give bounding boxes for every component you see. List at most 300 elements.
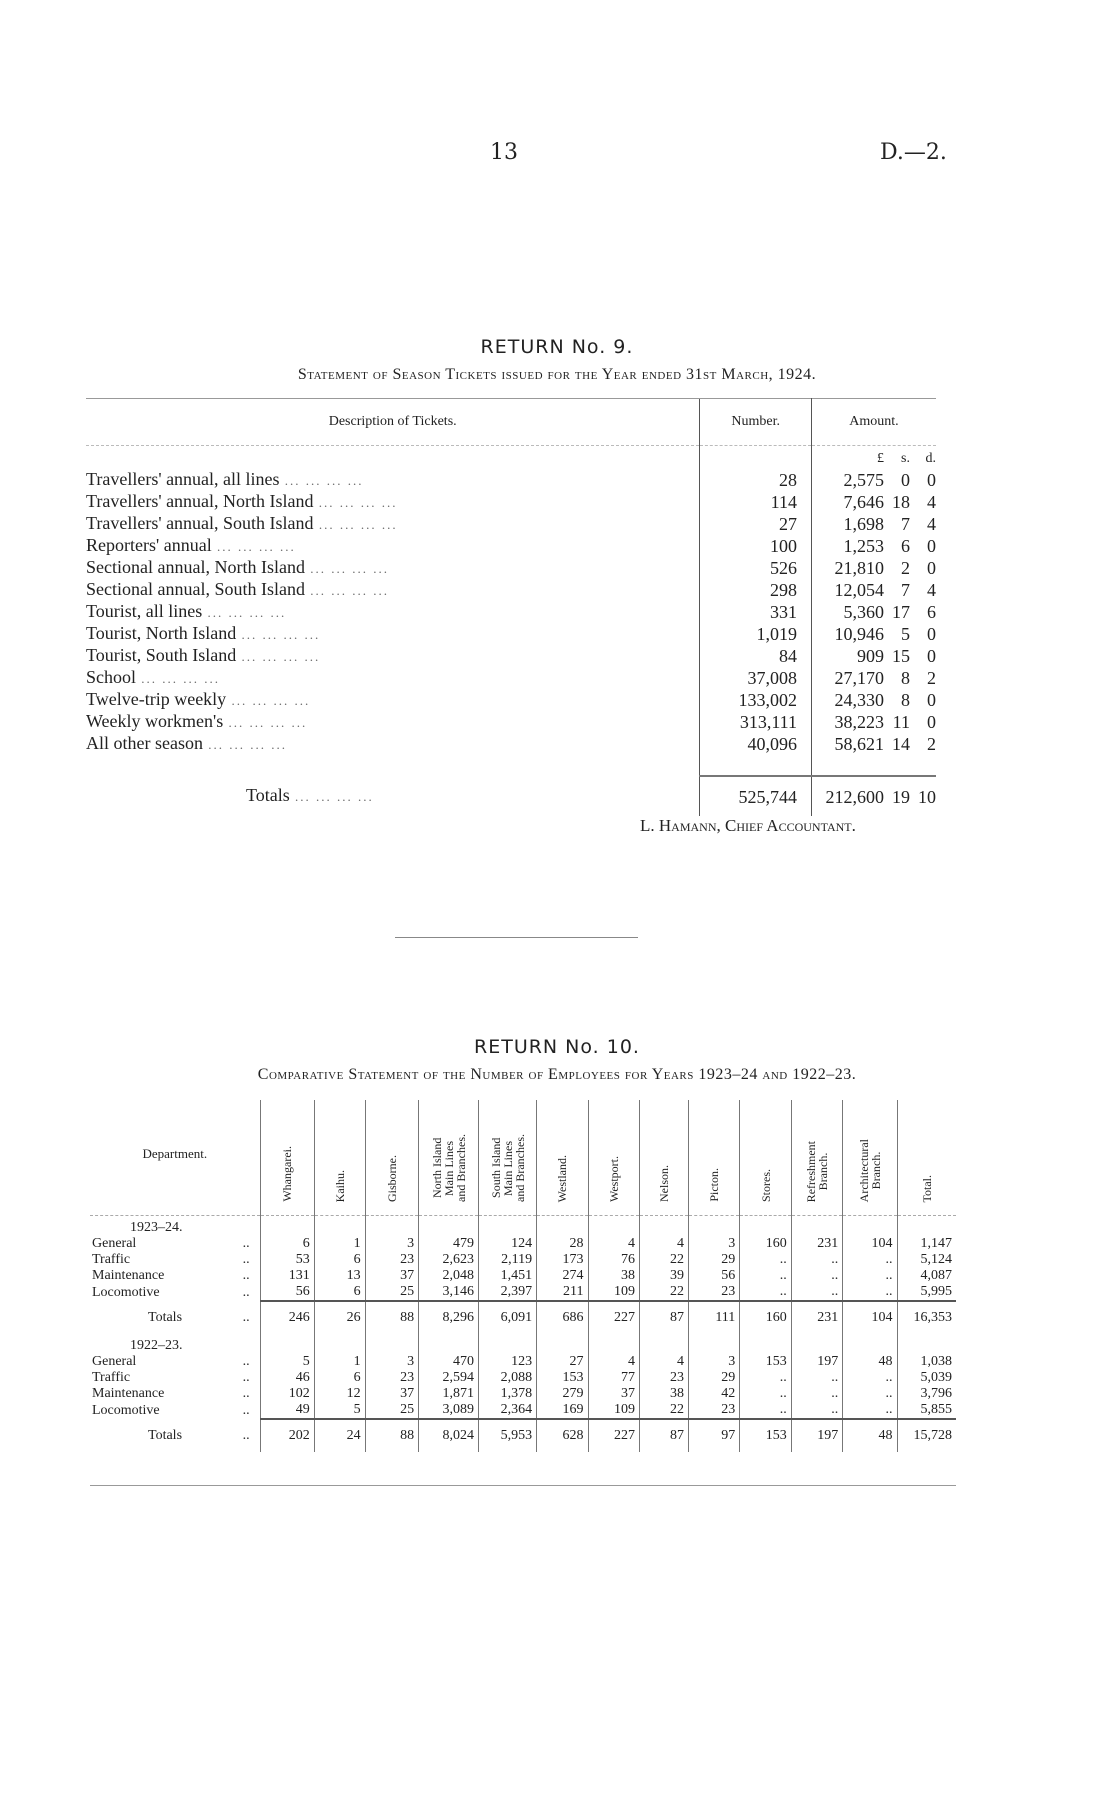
value-cell: 5,953 <box>479 1419 537 1452</box>
department-label: General <box>92 1236 137 1251</box>
shillings: 18 <box>892 492 910 512</box>
description-cell <box>86 623 700 645</box>
value-cell: 23 <box>688 1284 739 1301</box>
col-header-label: Stores. <box>758 1169 773 1202</box>
col-header <box>588 1100 639 1216</box>
leader-dots: .. <box>242 1236 250 1251</box>
value-cell: 131 <box>260 1268 314 1284</box>
col-header <box>365 1100 419 1216</box>
department-label: Locomotive <box>92 1402 160 1418</box>
description-cell <box>86 776 700 816</box>
description-cell <box>86 711 700 733</box>
value-cell: 628 <box>537 1419 588 1452</box>
col-header-label: South Island Main Lines and Branches. <box>488 1134 527 1202</box>
value-cell: 246 <box>260 1301 314 1334</box>
year-row <box>90 1216 956 1237</box>
value-cell: 3,089 <box>419 1402 479 1419</box>
value-cell: .. <box>740 1386 791 1402</box>
description-cell <box>86 491 700 513</box>
value-cell: .. <box>791 1370 843 1386</box>
value-cell: 1,147 <box>897 1236 956 1252</box>
description: Sectional annual, North Island <box>86 557 305 577</box>
spacer <box>86 446 700 470</box>
value-cell: 4,087 <box>897 1268 956 1284</box>
leader-dots: ... ... ... ... <box>313 495 398 510</box>
leader-dots: ... ... ... ... <box>202 737 287 752</box>
col-header-label: Total. <box>919 1174 934 1202</box>
pounds: 38,223 <box>834 712 884 732</box>
value-cell: 2,364 <box>479 1402 537 1419</box>
pounds-header: £ <box>877 451 884 466</box>
value-cell: 211 <box>537 1284 588 1301</box>
value-cell: 3 <box>365 1354 419 1370</box>
value-cell: 2,623 <box>419 1252 479 1268</box>
value-cell: 23 <box>365 1370 419 1386</box>
value-cell: .. <box>791 1402 843 1419</box>
description-cell <box>86 469 700 491</box>
shillings: 7 <box>901 580 910 600</box>
table-row <box>86 535 936 557</box>
value-cell: 153 <box>537 1370 588 1386</box>
spacer <box>688 1334 739 1354</box>
number-cell: 1,019 <box>700 623 812 645</box>
value-cell: 124 <box>479 1236 537 1252</box>
leader-dots: .. <box>242 1252 250 1267</box>
table-row <box>90 1354 956 1370</box>
table-row <box>86 711 936 733</box>
description-cell <box>86 667 700 689</box>
bottom-rule <box>90 1485 956 1486</box>
col-header-label: Picton. <box>707 1168 722 1202</box>
value-cell: 197 <box>791 1354 843 1370</box>
pence: 0 <box>927 558 936 578</box>
value-cell: 1 <box>314 1354 365 1370</box>
col-header <box>740 1100 791 1216</box>
value-cell: 29 <box>688 1252 739 1268</box>
department-label: Maintenance <box>92 1268 165 1283</box>
value-cell: 3 <box>688 1236 739 1252</box>
number-cell: 525,744 <box>700 776 812 816</box>
leader-dots: .. <box>242 1309 250 1325</box>
value-cell: 5 <box>314 1402 365 1419</box>
value-cell: 88 <box>365 1419 419 1452</box>
value-cell: 22 <box>639 1402 688 1419</box>
description-cell <box>86 513 700 535</box>
value-cell: 27 <box>537 1354 588 1370</box>
table-row <box>86 623 936 645</box>
table-row <box>90 1236 956 1252</box>
amount-cell <box>812 579 937 601</box>
pounds: 21,810 <box>834 558 884 578</box>
leader-dots: ... ... ... ... <box>304 583 389 598</box>
value-cell: 231 <box>791 1236 843 1252</box>
department-label: General <box>92 1354 137 1369</box>
spacer <box>479 1216 537 1237</box>
leader-dots: .. <box>242 1284 250 1300</box>
lsd <box>812 734 936 754</box>
pence: 0 <box>927 470 936 490</box>
department-cell <box>90 1370 260 1386</box>
description: Twelve-trip weekly <box>86 689 227 709</box>
pence: 4 <box>927 492 936 512</box>
shillings: 7 <box>901 514 910 534</box>
table-row <box>86 733 936 755</box>
lsd <box>812 690 936 710</box>
col-header-label: Gisborne. <box>384 1155 399 1202</box>
shillings: 14 <box>892 734 910 754</box>
value-cell: 686 <box>537 1301 588 1334</box>
spacer <box>260 1216 314 1237</box>
totals-cell <box>90 1301 260 1334</box>
value-cell: 2,397 <box>479 1284 537 1301</box>
spacer <box>740 1216 791 1237</box>
value-cell: 479 <box>419 1236 479 1252</box>
value-cell: 26 <box>314 1301 365 1334</box>
shillings: 15 <box>892 646 910 666</box>
amount-cell <box>812 667 937 689</box>
amount-cell <box>812 513 937 535</box>
spacer <box>740 1334 791 1354</box>
col-header-label: Architectural Branch. <box>856 1138 883 1202</box>
value-cell: .. <box>843 1386 897 1402</box>
col-header-label: Nelson. <box>656 1165 671 1202</box>
value-cell: 46 <box>260 1370 314 1386</box>
value-cell: 53 <box>260 1252 314 1268</box>
leader-dots: .. <box>242 1370 250 1385</box>
spacer <box>688 1216 739 1237</box>
description: Weekly workmen's <box>86 711 224 731</box>
value-cell: 1,451 <box>479 1268 537 1284</box>
description: Totals <box>246 785 290 805</box>
value-cell: 5 <box>260 1354 314 1370</box>
department-cell <box>90 1268 260 1284</box>
col-header-label: North Island Main Lines and Branches. <box>429 1134 468 1202</box>
spacer <box>791 1334 843 1354</box>
description-cell <box>86 689 700 711</box>
department-cell <box>90 1386 260 1402</box>
value-cell: 28 <box>537 1236 588 1252</box>
number-cell: 40,096 <box>700 733 812 755</box>
spacer <box>639 1334 688 1354</box>
value-cell: 87 <box>639 1301 688 1334</box>
value-cell: 8,296 <box>419 1301 479 1334</box>
value-cell: 23 <box>639 1370 688 1386</box>
lsd <box>812 787 936 807</box>
lsd <box>812 624 936 644</box>
table-row <box>86 557 936 579</box>
totals-row <box>86 776 936 816</box>
description-cell <box>86 733 700 755</box>
totals-cell <box>90 1419 260 1452</box>
amount-cell <box>812 711 937 733</box>
table-row <box>90 1370 956 1386</box>
leader-dots: .. <box>242 1268 250 1283</box>
shillings: 2 <box>901 558 910 578</box>
pence: 6 <box>927 602 936 622</box>
table-row <box>86 469 936 491</box>
table-row <box>86 601 936 623</box>
col-header <box>479 1100 537 1216</box>
value-cell: .. <box>843 1252 897 1268</box>
value-cell: 25 <box>365 1284 419 1301</box>
table-row <box>90 1386 956 1402</box>
col-header <box>639 1100 688 1216</box>
value-cell: 8,024 <box>419 1419 479 1452</box>
col-header <box>897 1100 956 1216</box>
col-amount: Amount. <box>812 399 937 446</box>
number-cell: 100 <box>700 535 812 557</box>
totals-row <box>90 1419 956 1452</box>
leader-dots: .. <box>242 1402 250 1418</box>
spacer <box>314 1334 365 1354</box>
value-cell: 5,855 <box>897 1402 956 1419</box>
amount-cell <box>812 535 937 557</box>
return-10-subtitle: Comparative Statement of the Number of Employees for Years 1923–24 and 1922–23. <box>257 1066 857 1083</box>
spacer <box>419 1334 479 1354</box>
amount-cell <box>812 557 937 579</box>
value-cell: 160 <box>740 1301 791 1334</box>
value-cell: 169 <box>537 1402 588 1419</box>
value-cell: 5,995 <box>897 1284 956 1301</box>
value-cell: 97 <box>688 1419 739 1452</box>
value-cell: 6 <box>314 1252 365 1268</box>
number-cell: 133,002 <box>700 689 812 711</box>
value-cell: 16,353 <box>897 1301 956 1334</box>
value-cell: 2,119 <box>479 1252 537 1268</box>
department-label: Maintenance <box>92 1386 165 1401</box>
value-cell: 109 <box>588 1402 639 1419</box>
amount-cell <box>812 469 937 491</box>
lsd <box>812 580 936 600</box>
spacer <box>419 1216 479 1237</box>
pence-header: d. <box>925 451 936 466</box>
pounds: 12,054 <box>834 580 884 600</box>
department-cell <box>90 1402 260 1419</box>
value-cell: 4 <box>588 1354 639 1370</box>
value-cell: 38 <box>588 1268 639 1284</box>
pounds: 1,698 <box>843 514 884 534</box>
document-reference: D.—2. <box>880 140 947 165</box>
value-cell: 1,038 <box>897 1354 956 1370</box>
pounds: 2,575 <box>843 470 884 490</box>
value-cell: 470 <box>419 1354 479 1370</box>
value-cell: 22 <box>639 1252 688 1268</box>
table-row <box>90 1284 956 1301</box>
value-cell: 48 <box>843 1419 897 1452</box>
description-cell <box>86 601 700 623</box>
value-cell: 4 <box>639 1236 688 1252</box>
leader-dots: ... ... ... ... <box>236 649 321 664</box>
pence: 0 <box>927 690 936 710</box>
value-cell: 231 <box>791 1301 843 1334</box>
lsd <box>812 514 936 534</box>
department-cell <box>90 1354 260 1370</box>
return-9-title: RETURN No. 9. <box>480 336 634 358</box>
page-number: 13 <box>490 140 518 165</box>
department-cell <box>90 1236 260 1252</box>
leader-dots: ... ... ... ... <box>279 473 364 488</box>
amount-cell <box>812 601 937 623</box>
number-cell: 37,008 <box>700 667 812 689</box>
value-cell: 23 <box>688 1402 739 1419</box>
col-header-label: Westport. <box>606 1155 621 1202</box>
amount-cell <box>812 645 937 667</box>
signature: L. Hamann, Chief Accountant. <box>640 816 856 835</box>
value-cell: 3 <box>365 1236 419 1252</box>
lsd <box>812 449 936 469</box>
return-9-subtitle: Statement of Season Tickets issued for the Year ended 31st March, 1924. <box>297 366 817 383</box>
department-label: Traffic <box>92 1370 131 1385</box>
value-cell: 173 <box>537 1252 588 1268</box>
section-divider <box>395 937 638 938</box>
value-cell: .. <box>843 1268 897 1284</box>
lsd <box>812 712 936 732</box>
table-row <box>86 667 936 689</box>
value-cell: 2,594 <box>419 1370 479 1386</box>
description-cell <box>86 579 700 601</box>
value-cell: .. <box>740 1370 791 1386</box>
lsd <box>812 602 936 622</box>
leader-dots: ... ... ... ... <box>136 671 221 686</box>
shillings: 8 <box>901 690 910 710</box>
spacer <box>588 1216 639 1237</box>
value-cell: .. <box>843 1402 897 1419</box>
number-cell: 84 <box>700 645 812 667</box>
description: Travellers' annual, all lines <box>86 469 280 489</box>
description: Sectional annual, South Island <box>86 579 305 599</box>
col-header <box>791 1100 843 1216</box>
employees-table <box>90 1100 956 1452</box>
spacer <box>639 1216 688 1237</box>
pounds: 212,600 <box>825 786 884 807</box>
leader-dots: ... ... ... ... <box>223 715 308 730</box>
value-cell: 56 <box>260 1284 314 1301</box>
amount-cell <box>812 623 937 645</box>
value-cell: 153 <box>740 1354 791 1370</box>
spacer <box>700 446 812 470</box>
description: Tourist, North Island <box>86 623 237 643</box>
value-cell: 88 <box>365 1301 419 1334</box>
number-cell: 298 <box>700 579 812 601</box>
year-row <box>90 1334 956 1354</box>
spacer <box>86 755 700 776</box>
number-cell: 114 <box>700 491 812 513</box>
shillings: 6 <box>901 536 910 556</box>
currency-header-row <box>86 446 936 470</box>
spacer <box>843 1334 897 1354</box>
value-cell: 42 <box>688 1386 739 1402</box>
spacer <box>365 1216 419 1237</box>
value-cell: 38 <box>639 1386 688 1402</box>
col-header <box>260 1100 314 1216</box>
description: All other season <box>86 733 203 753</box>
year-label: 1923–24. <box>130 1220 183 1235</box>
amount-cell <box>812 776 937 816</box>
leader-dots: ... ... ... ... <box>226 693 311 708</box>
value-cell: 3,146 <box>419 1284 479 1301</box>
shillings: 8 <box>901 668 910 688</box>
spacer <box>791 1216 843 1237</box>
pence: 2 <box>927 668 936 688</box>
description-cell <box>86 645 700 667</box>
col-description: Description of Tickets. <box>86 399 700 446</box>
table-row <box>86 579 936 601</box>
department-cell <box>90 1284 260 1301</box>
table-row <box>86 513 936 535</box>
col-header-label: Kaihu. <box>332 1169 347 1202</box>
leader-dots: ... ... ... ... <box>313 517 398 532</box>
lsd <box>812 668 936 688</box>
totals-label: Totals <box>148 1309 183 1325</box>
spacer <box>588 1334 639 1354</box>
pounds: 909 <box>857 646 884 666</box>
description: School <box>86 667 137 687</box>
value-cell: 13 <box>314 1268 365 1284</box>
value-cell: .. <box>843 1284 897 1301</box>
shillings-header: s. <box>901 451 910 466</box>
spacer-row <box>86 755 936 776</box>
value-cell: 22 <box>639 1284 688 1301</box>
value-cell: .. <box>740 1284 791 1301</box>
spacer <box>812 755 937 776</box>
spacer <box>700 755 812 776</box>
value-cell: 5,039 <box>897 1370 956 1386</box>
number-cell: 331 <box>700 601 812 623</box>
value-cell: 3,796 <box>897 1386 956 1402</box>
col-header <box>314 1100 365 1216</box>
lsd <box>812 536 936 556</box>
table-row <box>86 491 936 513</box>
table-row <box>86 645 936 667</box>
table-row <box>86 689 936 711</box>
value-cell: 23 <box>365 1252 419 1268</box>
value-cell: 87 <box>639 1419 688 1452</box>
value-cell: 102 <box>260 1386 314 1402</box>
value-cell: 1 <box>314 1236 365 1252</box>
value-cell: 227 <box>588 1301 639 1334</box>
number-cell: 313,111 <box>700 711 812 733</box>
department-cell <box>90 1252 260 1268</box>
shillings: 5 <box>901 624 910 644</box>
return-10-title: RETURN No. 10. <box>474 1036 640 1058</box>
totals-label: Totals <box>148 1427 183 1443</box>
shillings: 17 <box>892 602 910 622</box>
leader-dots: ... ... ... ... <box>211 539 296 554</box>
leader-dots: ... ... ... ... <box>289 789 374 804</box>
spacer <box>537 1216 588 1237</box>
pounds: 1,253 <box>843 536 884 556</box>
pounds: 5,360 <box>843 602 884 622</box>
value-cell: 104 <box>843 1236 897 1252</box>
leader-dots: .. <box>242 1354 250 1369</box>
value-cell: .. <box>740 1402 791 1419</box>
value-cell: 109 <box>588 1284 639 1301</box>
value-cell: .. <box>791 1386 843 1402</box>
value-cell: 6 <box>260 1236 314 1252</box>
col-header-label: Westland. <box>555 1154 570 1202</box>
value-cell: 6 <box>314 1370 365 1386</box>
spacer <box>897 1216 956 1237</box>
value-cell: 5,124 <box>897 1252 956 1268</box>
value-cell: 3 <box>688 1354 739 1370</box>
value-cell: 2,048 <box>419 1268 479 1284</box>
number-cell: 27 <box>700 513 812 535</box>
description: Travellers' annual, South Island <box>86 513 314 533</box>
table-row <box>90 1402 956 1419</box>
leader-dots: .. <box>242 1427 250 1443</box>
department-label: Locomotive <box>92 1284 160 1300</box>
value-cell: 29 <box>688 1370 739 1386</box>
